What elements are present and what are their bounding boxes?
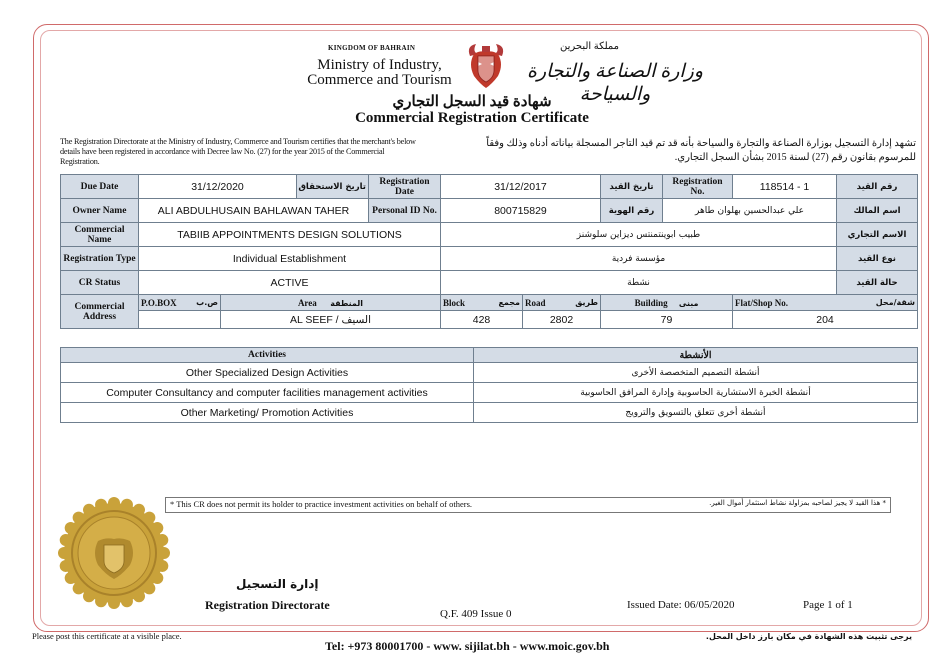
reg-date-label: Registration Date bbox=[369, 175, 441, 199]
seal-tooth bbox=[121, 499, 133, 511]
area-label-ar: المنطقة bbox=[330, 298, 364, 308]
seal-tooth bbox=[158, 547, 170, 559]
activity-en: Other Specialized Design Activities bbox=[61, 363, 474, 383]
reg-type-label: Registration Type bbox=[61, 247, 139, 271]
seal-tooth bbox=[60, 560, 72, 572]
intro-ar: تشهد إدارة التسجيل بوزارة الصناعة والتجارة والسياحة بأنه قد تم قيد التاجر المسجلة بياناته أدناه وذلك وفقاً للمرسوم بقانون رقم (27) لسنة 2015 بشأن السجل التجاري. bbox=[486, 138, 916, 163]
seal-tooth bbox=[73, 512, 85, 524]
commercial-name-ar: طبيب ابوينتمنتس ديزاين سلوشنز bbox=[441, 223, 837, 247]
reg-no-label: Registration No. bbox=[663, 175, 733, 199]
road-label-ar: طريق bbox=[575, 297, 598, 307]
seal-tooth bbox=[143, 582, 155, 594]
commercial-name-label: Commercial Name bbox=[61, 223, 139, 247]
personal-id-label-ar: رقم الهوية bbox=[601, 199, 663, 223]
building-value: 79 bbox=[601, 311, 733, 329]
block-header bbox=[441, 295, 523, 311]
reg-type-label-ar: نوع القيد bbox=[837, 247, 918, 271]
seal-tooth bbox=[156, 560, 168, 572]
block-value: 428 bbox=[441, 311, 523, 329]
due-date-label: Due Date bbox=[61, 175, 139, 199]
activity-ar: أنشطة أخرى تتعلق بالتسويق والترويج bbox=[474, 403, 918, 423]
row-dates bbox=[61, 175, 918, 199]
owner-name-ar: علي عبدالحسين بهلوان طاهر bbox=[663, 199, 837, 223]
directorate-ar: إدارة التسجيل bbox=[236, 577, 319, 591]
ministry-en-line1: Ministry of Industry, bbox=[317, 57, 442, 73]
contact-line: Tel: +973 80001700 - www. sijilat.bh - www.moic.gov.bh bbox=[325, 639, 610, 653]
ministry-ar: وزارة الصناعة والتجارة والسياحة bbox=[526, 61, 703, 105]
notice-en: * This CR does not permit its holder to practice investment activities on behalf of others. bbox=[170, 499, 473, 509]
activities-table bbox=[60, 347, 918, 423]
seal-tooth bbox=[65, 522, 77, 534]
cr-status-value: ACTIVE bbox=[139, 271, 441, 295]
flat-value: 204 bbox=[733, 311, 918, 329]
seal-tooth bbox=[83, 590, 95, 602]
reg-date-label-ar: تاريخ القيد bbox=[601, 175, 663, 199]
investment-notice bbox=[165, 497, 891, 513]
row-cr-status bbox=[61, 271, 918, 295]
seal-tooth bbox=[133, 590, 145, 602]
kingdom-ar: مملكة البحرين bbox=[560, 41, 620, 52]
pobox-label: P.O.BOX bbox=[141, 297, 177, 308]
post-notice-ar: يرجى تثبيت هذه الشهادة في مكان بارز داخل المحل. bbox=[705, 632, 912, 641]
seal-tooth bbox=[95, 595, 107, 607]
intro-en: The Registration Directorate at the Ministry of Industry, Commerce and Tourism certifies that the merchant's below details have been registered in accordance with Decree law No. (27) for the year 2015 of the Commercial Registration. bbox=[60, 137, 416, 166]
activities-header-row bbox=[61, 348, 918, 363]
area-value: AL SEEF / السيف bbox=[221, 311, 441, 329]
personal-id-value: 800715829 bbox=[441, 199, 601, 223]
cr-status-label: CR Status bbox=[61, 271, 139, 295]
flat-label-ar: شقة/محل bbox=[875, 297, 915, 307]
row-address-values bbox=[61, 311, 918, 329]
post-notice-en: Please post this certificate at a visible place. bbox=[32, 631, 182, 641]
registration-details-table bbox=[60, 174, 918, 329]
activity-row bbox=[61, 403, 918, 423]
activity-ar: أنشطة التصميم المتخصصة الأخرى bbox=[474, 363, 918, 383]
seal-tooth bbox=[143, 512, 155, 524]
row-reg-type bbox=[61, 247, 918, 271]
notice-ar: * هذا القيد لا يجيز لصاحبه بمزاولة نشاط استثمار أموال الغير. bbox=[709, 499, 886, 507]
building-header bbox=[601, 295, 733, 311]
activity-ar: أنشطة الخبرة الاستشارية الحاسوبية وإدارة المرافق الحاسوبية bbox=[474, 383, 918, 403]
commercial-name-label-ar: الاسم التجاري bbox=[837, 223, 918, 247]
activity-row bbox=[61, 363, 918, 383]
seal-tooth bbox=[58, 547, 70, 559]
seal-tooth bbox=[121, 595, 133, 607]
seal-tooth bbox=[73, 582, 85, 594]
seal-tooth bbox=[151, 522, 163, 534]
pobox-label-ar: ص.ب bbox=[196, 297, 218, 307]
bahrain-emblem-icon bbox=[466, 42, 506, 90]
flat-header bbox=[733, 295, 918, 311]
form-code: Q.F. 409 Issue 0 bbox=[440, 608, 512, 620]
owner-label: Owner Name bbox=[61, 199, 139, 223]
seal-tooth bbox=[108, 597, 120, 609]
ministry-en bbox=[292, 58, 467, 88]
area-header bbox=[221, 295, 441, 311]
row-owner bbox=[61, 199, 918, 223]
block-label: Block bbox=[443, 297, 466, 308]
activities-header-ar: الأنشطة bbox=[474, 348, 918, 363]
seal-tooth bbox=[151, 572, 163, 584]
address-label: Commercial Address bbox=[61, 295, 139, 329]
owner-label-ar: اسم المالك bbox=[837, 199, 918, 223]
title-en: Commercial Registration Certificate bbox=[355, 110, 589, 126]
block-label-ar: مجمع bbox=[498, 297, 520, 307]
kingdom-en: KINGDOM OF BAHRAIN bbox=[328, 44, 416, 52]
pobox-value bbox=[139, 311, 221, 329]
building-label: Building bbox=[634, 297, 668, 308]
activity-en: Computer Consultancy and computer facilities management activities bbox=[61, 383, 474, 403]
activity-row bbox=[61, 383, 918, 403]
seal-tooth bbox=[108, 497, 120, 509]
page-number: Page 1 of 1 bbox=[803, 599, 853, 611]
row-address-headers bbox=[61, 295, 918, 311]
due-date-label-ar: تاريخ الاستحقاق bbox=[297, 175, 369, 199]
area-label: Area bbox=[297, 297, 317, 308]
title-ar: شهادة قيد السجل التجاري bbox=[392, 94, 552, 110]
cr-status-ar: نشطة bbox=[441, 271, 837, 295]
owner-name-value: ALI ABDULHUSAIN BAHLAWAN TAHER bbox=[139, 199, 369, 223]
reg-type-ar: مؤسسة فردية bbox=[441, 247, 837, 271]
gold-seal-icon bbox=[58, 497, 170, 609]
issued-date: Issued Date: 06/05/2020 bbox=[627, 599, 735, 611]
road-value: 2802 bbox=[523, 311, 601, 329]
reg-type-value: Individual Establishment bbox=[139, 247, 441, 271]
seal-tooth bbox=[156, 534, 168, 546]
seal-tooth bbox=[60, 534, 72, 546]
building-label-ar: مبنى bbox=[678, 298, 699, 308]
reg-no-label-ar: رقم القيد bbox=[837, 175, 918, 199]
seal-tooth bbox=[65, 572, 77, 584]
cr-status-label-ar: حالة القيد bbox=[837, 271, 918, 295]
seal-tooth bbox=[83, 504, 95, 516]
seal-tooth bbox=[95, 499, 107, 511]
pobox-header bbox=[139, 295, 221, 311]
commercial-name-value: TABIIB APPOINTMENTS DESIGN SOLUTIONS bbox=[139, 223, 441, 247]
row-commercial-name bbox=[61, 223, 918, 247]
road-header bbox=[523, 295, 601, 311]
reg-no-value: 118514 - 1 bbox=[733, 175, 837, 199]
due-date-value: 31/12/2020 bbox=[139, 175, 297, 199]
personal-id-label: Personal ID No. bbox=[369, 199, 441, 223]
activity-en: Other Marketing/ Promotion Activities bbox=[61, 403, 474, 423]
activities-header-en: Activities bbox=[61, 348, 474, 363]
flat-label: Flat/Shop No. bbox=[735, 297, 789, 308]
road-label: Road bbox=[525, 297, 546, 308]
seal-tooth bbox=[133, 504, 145, 516]
ministry-en-line2: Commerce and Tourism bbox=[307, 72, 452, 88]
directorate-en: Registration Directorate bbox=[205, 598, 330, 612]
reg-date-value: 31/12/2017 bbox=[441, 175, 601, 199]
